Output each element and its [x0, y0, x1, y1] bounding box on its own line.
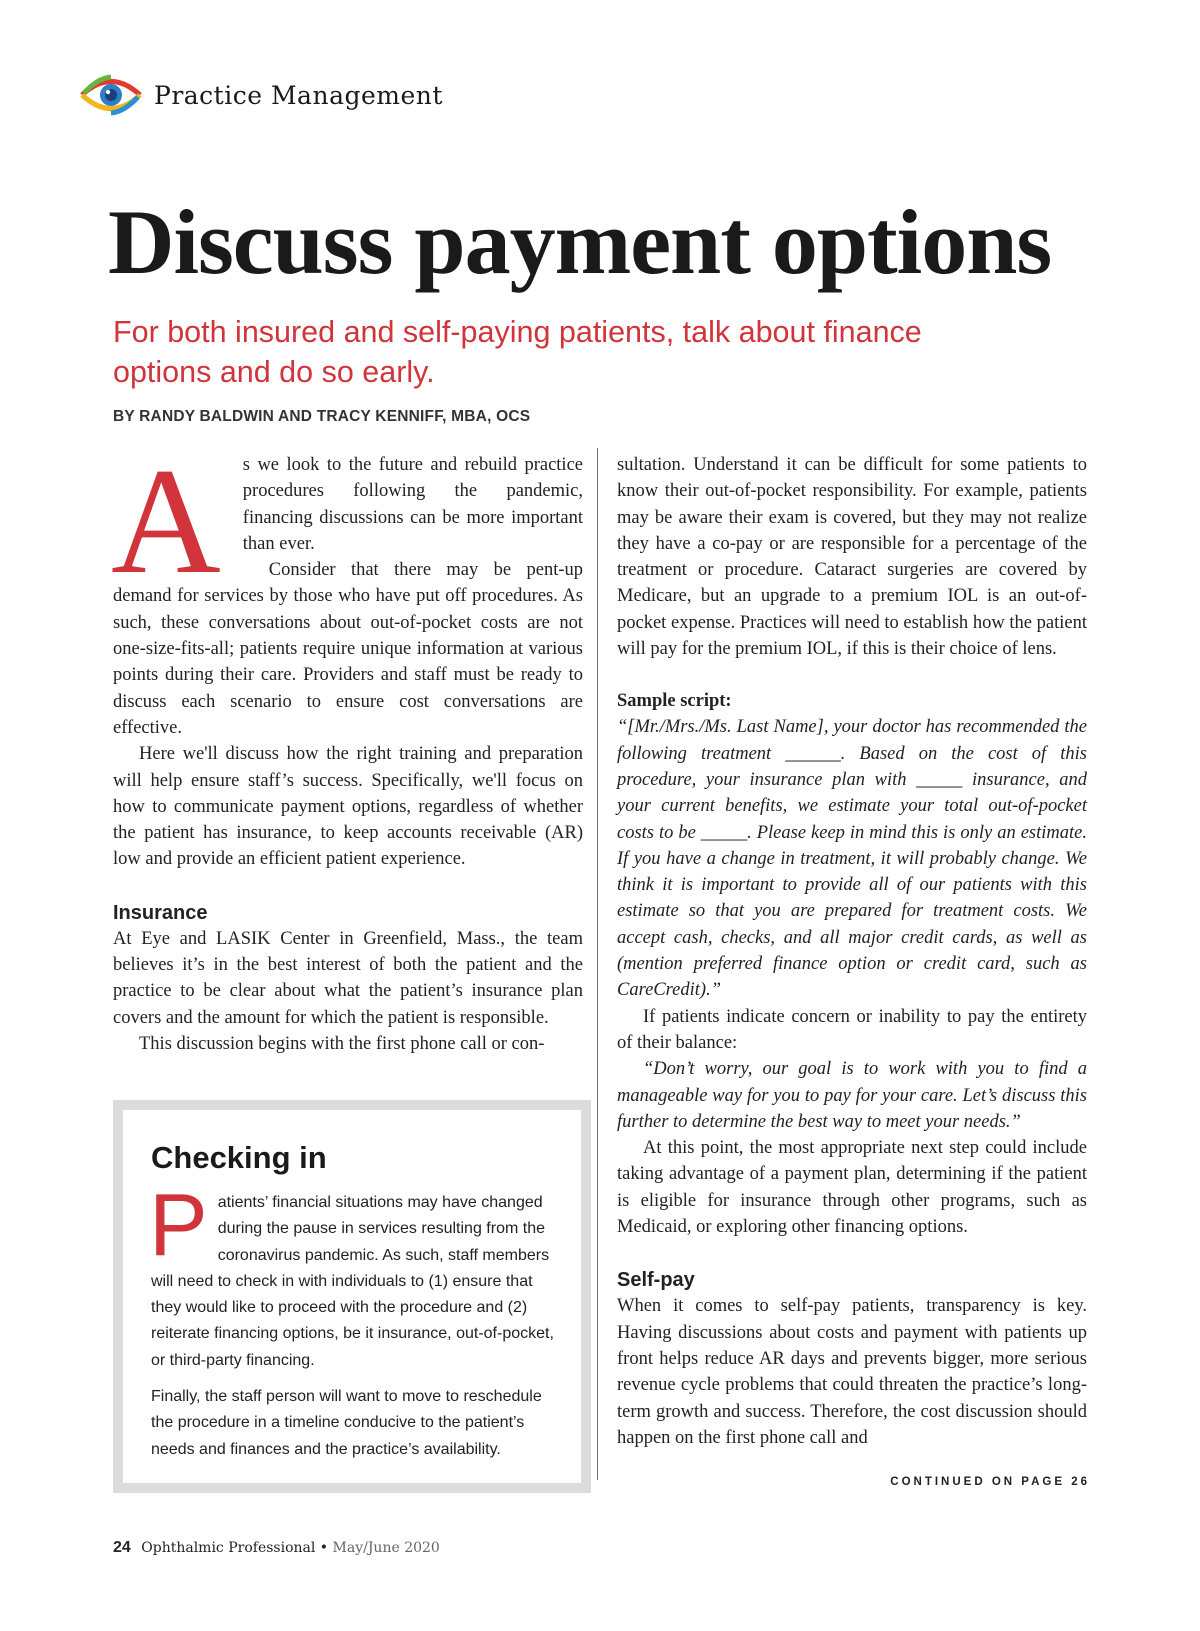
article-subtitle: For both insured and self-paying patients, talk about finance options and do so early. — [113, 315, 922, 389]
section-heading-insurance: Insurance — [113, 901, 208, 924]
column-left — [111, 437, 583, 1057]
intro-paragraph: s we look to the future and rebuild practice procedures following the pandemic, financing discussions can be more important than ever. — [242, 455, 583, 554]
article-title: Discuss payment options — [108, 191, 1052, 293]
body-paragraph: At Eye and LASIK Center in Greenfield, Mass., the team believes it’s in the best interest of both the patient and the practice to be clear about what the patient’s insurance plan covers and the amount for which the patient is responsible. — [113, 928, 583, 1028]
body-paragraph: When it comes to self-pay patients, transparency is key. Having discussions about costs and payment with patients up front helps reduce AR days and prevents bigger, more serious revenue cycle problems that could threaten the practice’s long-term growth and success. Therefore, the cost discussion should happen on the first phone call and — [617, 1296, 1087, 1448]
column-divider — [597, 448, 598, 1480]
sidebar-paragraph: Finally, the staff person will want to move to reschedule the procedure in a timeline conducive to the patient’s needs and finances and the practice’s availability. — [151, 1388, 542, 1458]
issue-date: May/June 2020 — [332, 1540, 440, 1556]
quote-paragraph: “Don’t worry, our goal is to work with you to find a manageable way for you to pay for your care. Let’s discuss this further to determine the best way to meet your needs.” — [617, 1059, 1087, 1132]
body-paragraph: This discussion begins with the first phone call or con- — [139, 1033, 545, 1054]
sidebar-paragraph: atients’ financial situations may have changed during the pause in services resulting from the coronavirus pandemic. As such, staff members will need to check in with individuals to (1) ensure that they would like to proceed with the procedure and (2) reiterate financing options, be it insurance, out-of-pocket, or third-party financing. — [151, 1194, 554, 1369]
body-paragraph: At this point, the most appropriate next step could include taking advantage of a payment plan, determining if the patient is eligible for insurance through other programs, such as Medicaid, or exploring other financing options. — [617, 1138, 1087, 1238]
column-right — [617, 452, 1087, 1451]
body-paragraph: If patients indicate concern or inability to pay the entirety of their balance: — [617, 1006, 1087, 1053]
body-paragraph: Consider that there may be pent-up demand for services by those who have put off procedures. As such, these conversations about out-of-pocket costs are not one-size-fits-all; patients require unique information at various points during their care. Providers and staff must be ready to discuss each scenario to ensure cost conversations are effective. — [113, 560, 583, 738]
sidebar-drop-cap: P — [149, 1175, 208, 1274]
section-label: Practice Management — [154, 80, 443, 110]
continued-note: CONTINUED ON PAGE 26 — [890, 1476, 1090, 1488]
sample-script: “[Mr./Mrs./Ms. Last Name], your doctor has recommended the following treatment ______. Based on the cost of this procedure, your insurance plan with _____ insurance, and your current benefits, we estimate your total out-of-pocket costs to be _____. Please keep in mind this is only an estimate. If you have a change in treatment, it will probably change. We think it is important to provide all of our patients with this estimate so that you are prepared for treatment costs. We accept cash, checks, and all major credit cards, as well as (mention preferred finance option or credit card, such as CareCredit).” — [617, 717, 1087, 1001]
body-paragraph: Here we'll discuss how the right training and preparation will help ensure staff’s success. Specifically, we'll focus on how to communicate payment options, regardless of whether the patient has insurance, to keep accounts receivable (AR) low and provide an efficient patient experience. — [113, 744, 583, 870]
section-heading-self-pay: Self-pay — [617, 1269, 695, 1292]
drop-cap: A — [111, 437, 221, 605]
publication-name: Ophthalmic Professional — [141, 1540, 316, 1556]
page-footer — [113, 1539, 440, 1557]
byline: BY RANDY BALDWIN AND TRACY KENNIFF, MBA, OCS — [113, 408, 531, 425]
section-header — [78, 70, 443, 120]
eye-logo-icon — [78, 72, 144, 118]
sidebar-box — [113, 1100, 591, 1493]
page-number: 24 — [113, 1539, 131, 1556]
sidebar-title: Checking in — [151, 1140, 327, 1175]
section-heading-sample-script: Sample script: — [617, 691, 732, 712]
footer-separator: • — [319, 1540, 329, 1556]
body-paragraph: sultation. Understand it can be difficult for some patients to know their out-of-pocket responsibility. For example, patients may be aware their exam is covered, but they may not realize they have a co-pay or are responsible for a percentage of the treatment or procedure. Cataract surgeries are covered by Medicare, but an upgrade to a premium IOL is an out-of-pocket expense. Practices will need to establish how the patient will pay for the premium IOL, if this is their choice of lens. — [617, 455, 1087, 660]
